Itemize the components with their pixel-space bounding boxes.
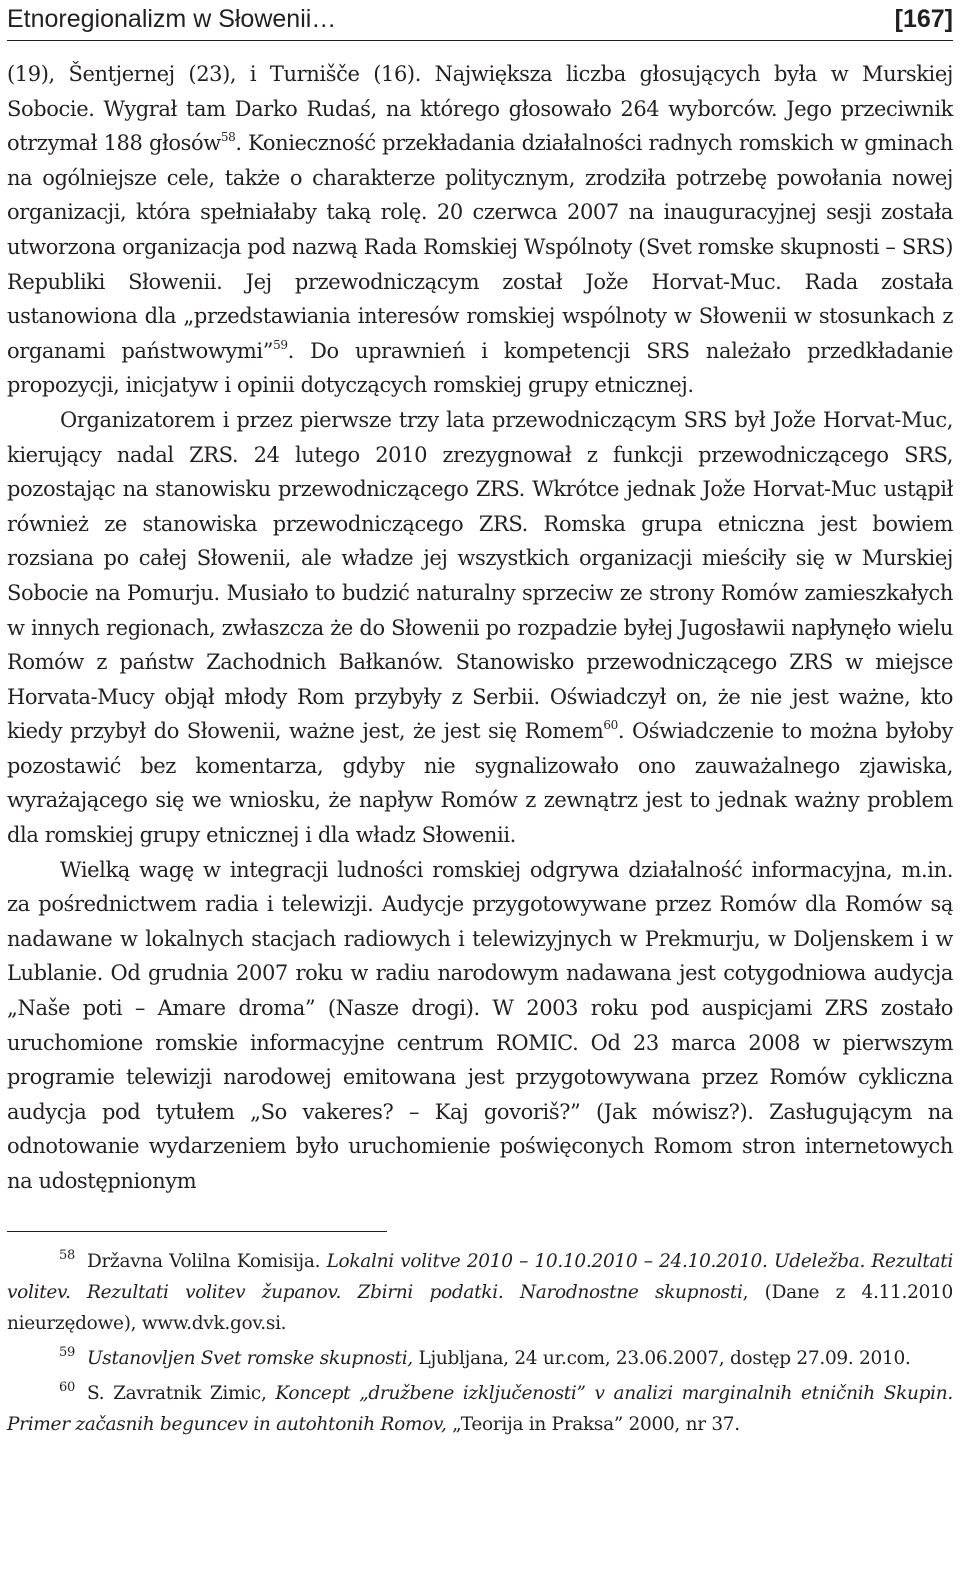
footnote-ref-59[interactable]: 59 xyxy=(273,337,288,352)
running-header xyxy=(7,0,953,41)
paragraph-text: (19), Šentjernej (23), i Turnišče (16). Największa liczba głosujących była w Murskiej Sobocie. Wygrał tam Darko Rudaś, na którego głosowało 264 wyborców. Jego przeciwnik otrzymał 188 głosów xyxy=(7,62,953,156)
footnote-58 xyxy=(7,1246,953,1339)
footnote-title: Koncept „družbene izključenosti” v analizi marginalnih etničnih Skupin. Primer začasnih beguncev in autohtonih Romov, xyxy=(7,1382,953,1435)
footnote-ref-60[interactable]: 60 xyxy=(603,718,618,733)
footnote-text: , (Dane z 4.11.2010 nieurzędowe), www.dvk.gov.si. xyxy=(7,1281,953,1334)
footnote-number: 60 xyxy=(59,1379,75,1395)
running-title: Etnoregionalizm w Słowenii… xyxy=(7,5,337,33)
paragraph-2 xyxy=(7,403,953,853)
paragraph-3 xyxy=(7,853,953,1199)
footnote-text: Ljubljana, 24 ur.com, 23.06.2007, dostęp 27.09. 2010. xyxy=(412,1347,911,1369)
footnotes xyxy=(7,1246,953,1440)
page-number: [167] xyxy=(894,5,953,33)
footnote-text: S. Zavratnik Zimic, xyxy=(86,1382,276,1404)
paragraph-text: Organizatorem i przez pierwsze trzy lata przewodniczącym SRS był Jože Horvat-Muc, kierujący nadal ZRS. 24 lutego 2010 zrezygnował z funkcji przewodniczącego SRS, pozostając na stanowisku przewodniczącego ZRS. Wkrótce jednak Jože Horvat-Muc ustąpił również ze stanowiska przewodniczącego ZRS. Romska grupa etniczna jest bowiem rozsiana po całej Słowenii, ale władze jej wszystkich organizacji mieściły się w Murskiej Sobocie na Pomurju. Musiało to budzić naturalny sprzeciw ze strony Romów zamieszkałych w innych regionach, zwłaszcza że do Słowenii po rozpadzie byłej Jugosławii napłynęło wielu Romów z państw Zachodnich Bałkanów. Stanowisko przewodniczącego ZRS w miejsce Horvata-Mucy objął młody Rom przybyły z Serbii. Oświadczył on, że nie jest ważne, kto kiedy przybył do Słowenii, ważne jest, że jest się Romem xyxy=(7,407,953,744)
footnote-59 xyxy=(7,1343,953,1374)
footnote-number: 58 xyxy=(59,1247,75,1263)
footnote-60 xyxy=(7,1378,953,1440)
paragraph-text: Wielką wagę w integracji ludności romskiej odgrywa działalność informacyjna, m.in. za pośrednictwem radia i telewizji. Audycje przygotowywane przez Romów dla Romów są nadawane w lokalnych stacjach radiowych i telewizyjnych w Prekmurju, w Doljenskem i w Lublanie. Od grudnia 2007 roku w radiu narodowym nadawana jest cotygodniowa audycja „Naše poti – Amare droma” (Nasze drogi). W 2003 roku pod auspicjami ZRS zostało uruchomione romskie informacyjne centrum ROMIC. Od 23 marca 2008 w pierwszym programie telewizji narodowej emitowana jest przygotowywana przez Romów cykliczna audycja pod tytułem „So vakeres? – Kaj govoriš?” (Jak mówisz?). Zasługującym na odnotowanie wydarzeniem było uruchomienie poświęconych Romom stron internetowych na udostępnionym xyxy=(7,857,953,1193)
body-text xyxy=(7,57,953,1199)
paragraph-1 xyxy=(7,57,953,403)
footnote-title: Ustanovljen Svet romske skupnosti, xyxy=(86,1347,413,1369)
footnote-separator xyxy=(7,1231,387,1232)
footnote-title: Lokalni volitve 2010 – 10.10.2010 – 24.10.2010. Udeležba. Rezultati volitev. Rezultati volitev županov. Zbirni podatki. Narodnostne skupnosti xyxy=(7,1250,953,1303)
paragraph-text: . Konieczność przekładania działalności radnych romskich w gminach na ogólniejsze cele, także o charakterze politycznym, zrodziła potrzebę powołania nowej organizacji, która spełniałaby taką rolę. 20 czerwca 2007 na inauguracyjnej sesji została utworzona organizacja pod nazwą Rada Romskiej Wspólnoty (Svet romske skupnosti – SRS) Republiki Słowenii. Jej przewodniczącym został Jože Horvat-Muc. Rada została ustanowiona dla „przedstawiania interesów romskiej wspólnoty w Słowenii w stosunkach z organami państwowymi” xyxy=(7,131,953,363)
footnote-number: 59 xyxy=(59,1344,75,1360)
footnote-text: „Teorija in Praksa” 2000, nr 37. xyxy=(446,1413,740,1435)
footnote-text: Državna Volilna Komisija. xyxy=(86,1250,327,1272)
paragraph-text: . Oświadczenie to można byłoby pozostawić bez komentarza, gdyby nie sygnalizowało ono zauważalnego zjawiska, wyrażającego się we wniosku, że napływ Romów z zewnątrz jest to jednak ważny problem dla romskiej grupy etnicznej i dla władz Słowenii. xyxy=(7,719,953,848)
footnote-ref-58[interactable]: 58 xyxy=(220,130,236,145)
paragraph-text: . Do uprawnień i kompetencji SRS należało przedkładanie propozycji, inicjatyw i opinii dotyczących romskiej grupy etnicznej. xyxy=(7,338,953,398)
